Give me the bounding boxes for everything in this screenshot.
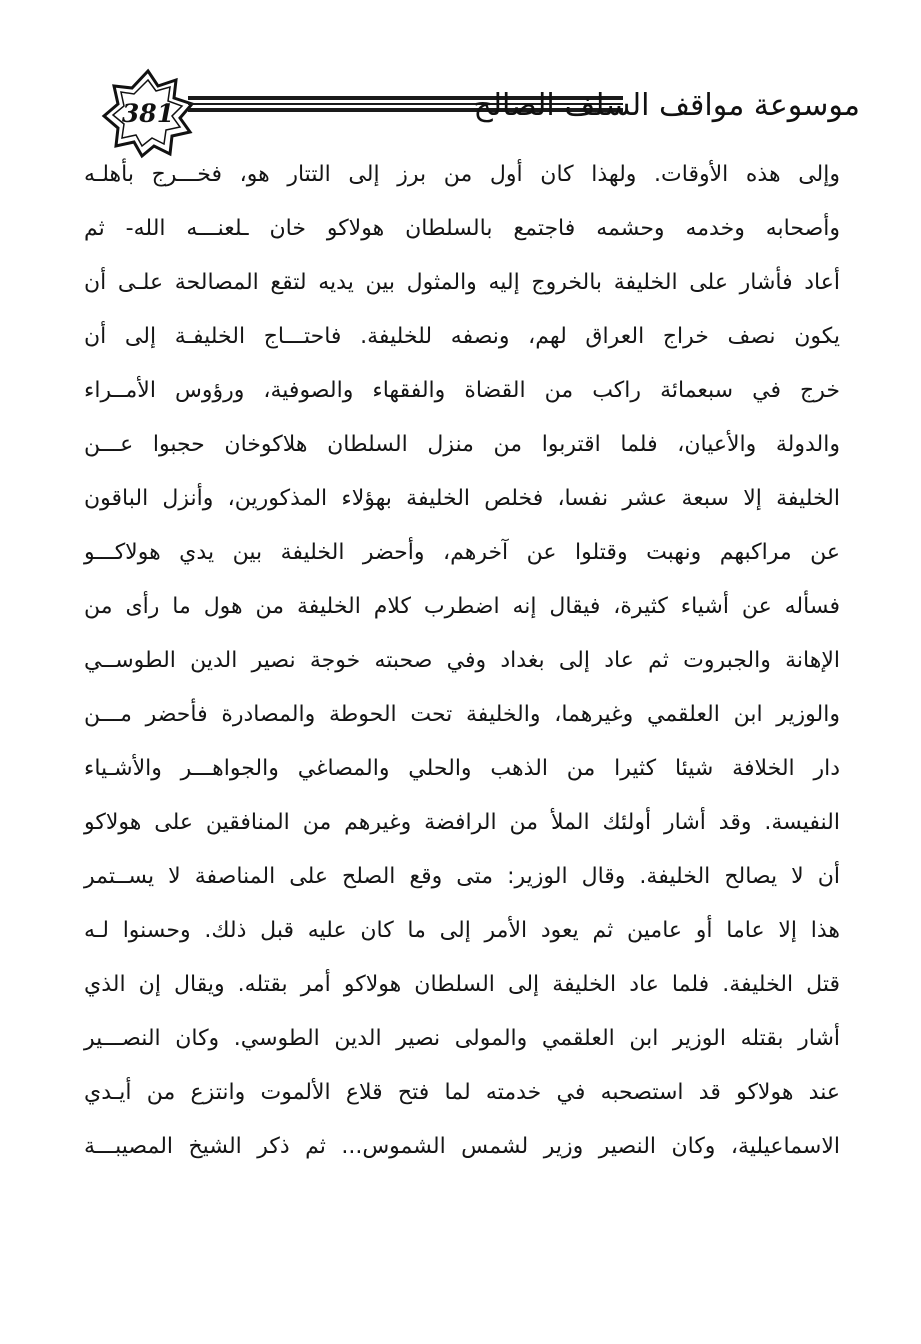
- text-line: وأصحابه وخدمه وحشمه فاجتمع بالسلطان هولاكو خان ـلعنـــه الله- ثم: [84, 216, 840, 241]
- text-line: أشار بقتله الوزير ابن العلقمي والمولى نصير الدين الطوسي. وكان النصـــير: [84, 1026, 840, 1051]
- text-line: أعاد فأشار على الخليفة بالخروج إليه والمثول بين يديه لتقع المصالحة علـى أن: [84, 270, 840, 295]
- text-line: عند هولاكو قد استصحبه في خدمته لما فتح قلاع الألموت وانتزع من أيـدي: [84, 1080, 840, 1105]
- text-line: هذا إلا عاما أو عامين ثم يعود الأمر إلى ما كان عليه قبل ذلك. وحسنوا لـه: [84, 918, 840, 943]
- text-line: يكون نصف خراج العراق لهم، ونصفه للخليفة. فاحتـــاج الخليفـة إلى أن: [84, 324, 840, 349]
- text-line: النفيسة. وقد أشار أولئك الملأ من الرافضة وغيرهم من المنافقين على هولاكو: [84, 810, 840, 835]
- text-line: دار الخلافة شيئا كثيرا من الذهب والحلي والمصاغي والجواهـــر والأشـياء: [84, 756, 840, 781]
- text-line: والوزير ابن العلقمي وغيرهما، والخليفة تحت الحوطة والمصادرة فأحضر مـــن: [84, 702, 840, 727]
- text-line: عن مراكبهم ونهبت وقتلوا عن آخرهم، وأحضر الخليفة بين يدي هولاكـــو: [84, 540, 840, 565]
- text-line: والدولة والأعيان، فلما اقتربوا من منزل السلطان هلاكوخان حجبوا عـــن: [84, 432, 840, 457]
- text-line: الإهانة والجبروت ثم عاد إلى بغداد وفي صحبته خوجة نصير الدين الطوســي: [84, 648, 840, 673]
- page-number: 381: [121, 98, 175, 128]
- text-line: الخليفة إلا سبعة عشر نفسا، فخلص الخليفة بهؤلاء المذكورين، وأنزل الباقون: [84, 486, 840, 511]
- body-text: [84, 148, 840, 1174]
- text-line: الاسماعيلية، وكان النصير وزير لشمس الشموس... ثم ذكر الشيخ المصيبـــة: [84, 1134, 840, 1159]
- book-title: موسوعة مواقف السلف الصالح: [473, 88, 860, 123]
- text-line: أن لا يصالح الخليفة. وقال الوزير: متى وقع الصلح على المناصفة لا يســتمر: [84, 864, 840, 889]
- text-line: خرج في سبعمائة راكب من القضاة والفقهاء والصوفية، ورؤوس الأمــراء: [84, 378, 840, 403]
- text-line: قتل الخليفة. فلما عاد الخليفة إلى السلطان هولاكو أمر بقتله. ويقال إن الذي: [84, 972, 840, 997]
- text-line: فسأله عن أشياء كثيرة، فيقال إنه اضطرب كلام الخليفة من هول ما رأى من: [84, 594, 840, 619]
- text-line: وإلى هذه الأوقات. ولهذا كان أول من برز إلى التتار هو، فخـــرج بأهلـه: [84, 162, 840, 187]
- page-header: [100, 68, 860, 158]
